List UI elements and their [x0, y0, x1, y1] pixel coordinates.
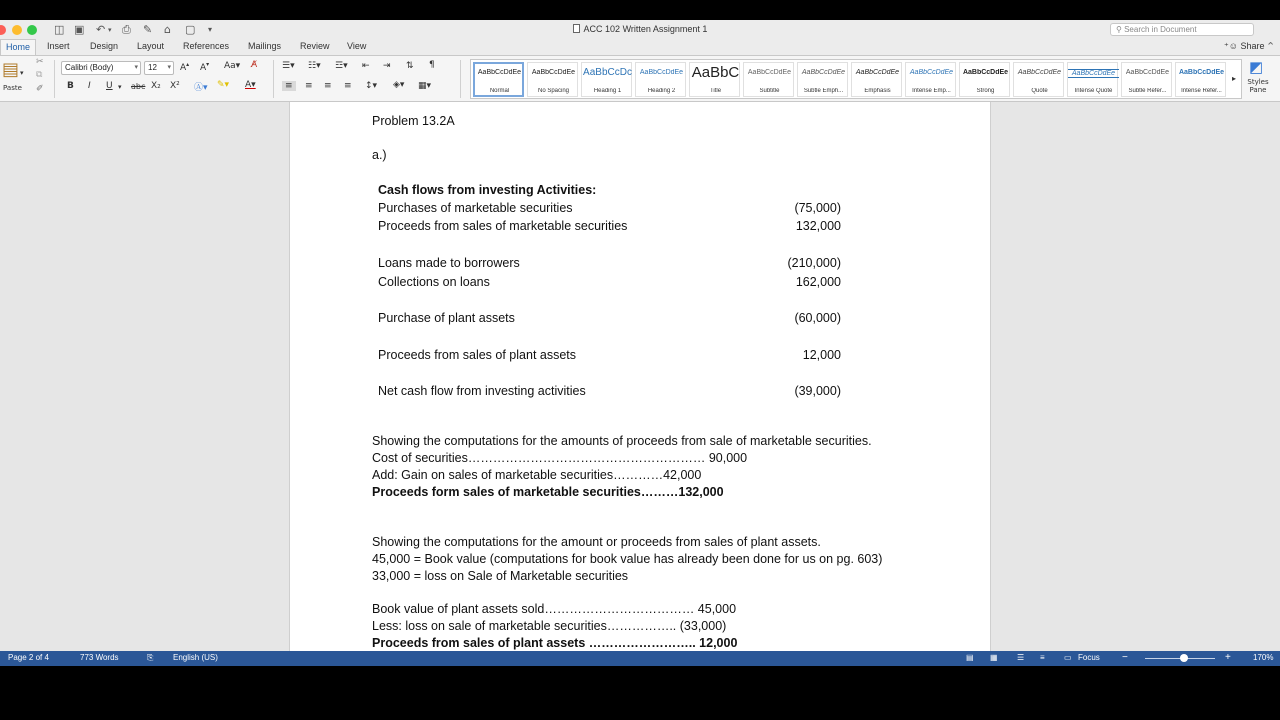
- style-name: Subtle Emph...: [803, 88, 844, 94]
- style-title[interactable]: [689, 62, 740, 97]
- style-name: No Spacing: [537, 88, 570, 94]
- divider: [273, 60, 274, 98]
- folder-icon[interactable]: ⌂: [164, 23, 171, 36]
- row-label: Purchases of marketable securities: [378, 201, 573, 215]
- style-sample: AaBbCcDdEe: [477, 69, 522, 76]
- window-title: [0, 24, 1280, 34]
- style-emphasis[interactable]: [851, 62, 902, 97]
- italic-icon[interactable]: I: [88, 81, 91, 91]
- tab-references[interactable]: References: [183, 41, 230, 51]
- row-value: (75,000): [794, 201, 841, 215]
- multilevel-list-icon[interactable]: ☲▾: [335, 61, 348, 71]
- style-sample: AaBbC: [691, 64, 740, 81]
- style-name: Quote: [1031, 88, 1048, 94]
- style-intense-reference[interactable]: [1175, 62, 1226, 97]
- tab-mailings[interactable]: Mailings: [248, 41, 282, 51]
- clear-formatting-icon[interactable]: A̸: [251, 60, 258, 70]
- tab-design[interactable]: Design: [90, 41, 119, 51]
- paste-icon[interactable]: ▤: [2, 59, 20, 80]
- cut-icon[interactable]: ✂: [36, 57, 44, 67]
- computation-line: 45,000 = Book value (computations for book value has already been done for us on pg. 603): [372, 552, 883, 566]
- ribbon-tabs: [0, 39, 1280, 55]
- style-no-spacing[interactable]: [527, 62, 578, 97]
- window-title-text: ACC 102 Written Assignment 1: [583, 24, 708, 34]
- paste-label[interactable]: Paste: [3, 84, 22, 92]
- subscript-icon[interactable]: X₂: [151, 81, 161, 91]
- row-value: (210,000): [787, 256, 841, 270]
- row-label: Collections on loans: [378, 275, 490, 289]
- styles-pane-icon[interactable]: ◩: [1249, 58, 1264, 76]
- new-doc-icon[interactable]: ▢: [185, 23, 196, 36]
- decrease-indent-icon[interactable]: ⇤: [362, 61, 370, 71]
- align-center-icon[interactable]: ≡: [305, 81, 313, 91]
- undo-dropdown-icon[interactable]: ▾: [108, 26, 112, 34]
- row-value: 132,000: [795, 219, 841, 233]
- search-input[interactable]: [1110, 23, 1254, 36]
- style-strong[interactable]: [959, 62, 1010, 97]
- strikethrough-icon[interactable]: abc: [131, 82, 146, 91]
- row-label: Purchase of plant assets: [378, 311, 515, 325]
- row-label: Proceeds from sales of marketable securities: [378, 219, 628, 233]
- bullets-icon[interactable]: ☰▾: [282, 61, 295, 71]
- sidebar-icon[interactable]: ◫: [54, 23, 65, 36]
- computation-line: Less: loss on sale of marketable securities…………….. (33,000): [372, 619, 727, 633]
- justify-icon[interactable]: ≡: [344, 81, 352, 91]
- font-name-select[interactable]: [61, 61, 141, 75]
- underline-icon[interactable]: U: [106, 81, 113, 91]
- tab-layout[interactable]: Layout: [137, 41, 165, 51]
- sort-icon[interactable]: ⇅: [406, 61, 414, 71]
- underline-dropdown-icon[interactable]: ▾: [118, 83, 122, 91]
- bold-icon[interactable]: B: [67, 81, 74, 91]
- search-icon: ⚲: [1116, 25, 1125, 34]
- zoom-in-icon[interactable]: +: [1225, 652, 1231, 663]
- show-formatting-icon[interactable]: ¶: [429, 60, 435, 70]
- style-sample: AaBbCcDdEe: [1017, 69, 1062, 76]
- save-icon[interactable]: ▣: [74, 23, 85, 36]
- style-intense-quote[interactable]: [1067, 62, 1118, 97]
- font-name-value: Calibri (Body): [65, 63, 114, 72]
- styles-gallery: [470, 59, 1242, 99]
- style-sample: AaBbCcDdEe: [962, 69, 1009, 76]
- add-person-icon: ⁺☺: [1224, 41, 1241, 51]
- style-name: Intense Refer...: [1181, 88, 1222, 94]
- row-value: (39,000): [794, 384, 841, 398]
- style-name: Heading 2: [647, 88, 676, 94]
- computation-line: Cost of securities………………………………………………… 90,000: [372, 451, 748, 465]
- search-placeholder: Search in Document: [1124, 25, 1197, 34]
- style-name: Normal: [489, 88, 510, 94]
- style-name: Subtle Refer...: [1128, 88, 1167, 94]
- row-value: 12,000: [802, 348, 841, 362]
- font-size-value: 12: [148, 63, 157, 72]
- document-page[interactable]: [289, 102, 991, 651]
- zoom-level[interactable]: 170%: [1253, 653, 1274, 662]
- style-name: Emphasis: [864, 88, 891, 94]
- font-color-icon[interactable]: A▾: [245, 80, 256, 90]
- web-layout-icon[interactable]: ▦: [990, 653, 998, 662]
- style-intense-emphasis[interactable]: [905, 62, 956, 97]
- highlight-icon[interactable]: ✎▾: [217, 80, 230, 90]
- tab-review[interactable]: Review: [300, 41, 330, 51]
- outline-view-icon[interactable]: ☰: [1017, 653, 1025, 662]
- computation-intro: Showing the computations for the amount or proceeds from sales of plant assets.: [372, 535, 821, 549]
- paste-dropdown-icon[interactable]: ▾: [20, 69, 24, 77]
- style-normal[interactable]: [473, 62, 524, 97]
- print-icon[interactable]: ⎙: [122, 23, 131, 36]
- page-count[interactable]: Page 2 of 4: [8, 653, 49, 662]
- style-sample: AaBbCcDdEe: [639, 69, 684, 76]
- edit-icon[interactable]: ✎: [143, 23, 153, 36]
- document-area[interactable]: [0, 102, 1280, 651]
- style-sample: AaBbCcDdEe: [801, 69, 846, 76]
- style-sample: AaBbCcDdEe: [909, 69, 954, 76]
- style-quote[interactable]: [1013, 62, 1064, 97]
- share-button[interactable]: [1224, 41, 1264, 52]
- status-bar: [0, 651, 1280, 666]
- row-label: Proceeds from sales of plant assets: [378, 348, 577, 362]
- style-name: Heading 1: [593, 88, 622, 94]
- style-subtle-emphasis[interactable]: [797, 62, 848, 97]
- style-name: Title: [709, 88, 722, 94]
- align-left-icon[interactable]: ≡: [282, 81, 296, 91]
- style-heading-2[interactable]: [635, 62, 686, 97]
- superscript-icon[interactable]: X²: [170, 81, 180, 91]
- style-sample: AaBbCcDdEe: [855, 69, 900, 76]
- increase-indent-icon[interactable]: ⇥: [383, 61, 391, 71]
- tab-view[interactable]: View: [347, 41, 367, 51]
- ribbon-home: [0, 55, 1280, 102]
- divider: [460, 60, 461, 98]
- style-name: Subtitle: [759, 88, 780, 94]
- computation-line: 33,000 = loss on Sale of Marketable securities: [372, 569, 629, 583]
- divider: [54, 60, 55, 98]
- collapse-ribbon-icon[interactable]: ⌃: [1266, 41, 1276, 53]
- shading-icon[interactable]: ◈▾: [393, 80, 405, 90]
- text-effects-icon[interactable]: Ⓐ▾: [194, 83, 208, 93]
- style-subtle-reference[interactable]: [1121, 62, 1172, 97]
- focus-label[interactable]: Focus: [1078, 653, 1100, 662]
- style-sample: AaBbCcDdEe: [747, 69, 792, 76]
- row-label: Loans made to borrowers: [378, 256, 520, 270]
- word-count[interactable]: 773 Words: [80, 653, 119, 662]
- share-label: Share: [1240, 41, 1265, 51]
- problem-heading: Problem 13.2A: [372, 114, 455, 128]
- borders-icon[interactable]: ▦▾: [418, 81, 432, 91]
- proofing-icon[interactable]: ⎘: [147, 653, 154, 662]
- computation-total: Proceeds from sales of plant assets …………………….. 12,000: [372, 636, 738, 650]
- grow-font-icon[interactable]: A▴: [180, 61, 190, 73]
- gallery-more-icon[interactable]: ▸: [1232, 74, 1237, 83]
- draft-view-icon[interactable]: ≡: [1040, 653, 1045, 662]
- style-name: Strong: [976, 88, 995, 94]
- language[interactable]: English (US): [173, 653, 218, 662]
- section-heading: Cash flows from investing Activities:: [378, 183, 597, 197]
- chevron-down-icon: ▾: [134, 64, 138, 71]
- style-sample: AaBbCcDdEe: [1125, 69, 1170, 76]
- title-bar: [0, 20, 1280, 39]
- style-subtitle[interactable]: [743, 62, 794, 97]
- row-label: Net cash flow from investing activities: [378, 384, 586, 398]
- change-case-icon[interactable]: Aa▾: [224, 61, 241, 71]
- zoom-out-icon[interactable]: −: [1122, 652, 1128, 663]
- computation-line: Add: Gain on sales of marketable securities…………42,000: [372, 468, 702, 482]
- align-right-icon[interactable]: ≡: [324, 81, 332, 91]
- shrink-font-icon[interactable]: A▾: [200, 61, 210, 73]
- style-sample: AaBbCcDdEe: [1068, 69, 1119, 78]
- row-value: 162,000: [795, 275, 841, 289]
- zoom-slider-thumb[interactable]: [1180, 654, 1188, 662]
- style-sample: AaBbCcDc: [583, 67, 632, 78]
- customize-toolbar-icon[interactable]: ▾: [208, 25, 213, 34]
- print-layout-icon[interactable]: ▤: [966, 653, 974, 662]
- computation-total: Proceeds form sales of marketable securities………132,000: [372, 485, 724, 499]
- style-name: Intense Emp...: [912, 88, 951, 94]
- style-sample: AaBbCcDdEe: [531, 69, 576, 76]
- line-spacing-icon[interactable]: ↕▾: [365, 81, 378, 91]
- document-icon: [573, 24, 580, 33]
- tab-home[interactable]: Home: [0, 39, 36, 56]
- copy-icon[interactable]: ⧉: [36, 70, 43, 80]
- numbering-icon[interactable]: ☷▾: [308, 61, 321, 71]
- part-label: a.): [372, 148, 387, 162]
- style-name: Intense Quote: [1074, 88, 1113, 94]
- chevron-down-icon: ▾: [167, 64, 171, 71]
- tab-insert[interactable]: Insert: [47, 41, 70, 51]
- style-sample: AaBbCcDdEe: [1178, 69, 1225, 76]
- computation-intro: Showing the computations for the amounts of proceeds from sale of marketable securities.: [372, 434, 872, 448]
- font-size-select[interactable]: [144, 61, 174, 75]
- format-painter-icon[interactable]: ✐: [36, 84, 44, 94]
- style-heading-1[interactable]: [581, 62, 632, 97]
- undo-icon[interactable]: ↶: [96, 23, 106, 36]
- focus-icon[interactable]: ▭: [1064, 653, 1072, 662]
- computation-line: Book value of plant assets sold……………………………… 45,000: [372, 602, 737, 616]
- styles-pane-label[interactable]: Styles Pane: [1247, 78, 1269, 94]
- row-value: (60,000): [794, 311, 841, 325]
- word-window: [0, 20, 1280, 666]
